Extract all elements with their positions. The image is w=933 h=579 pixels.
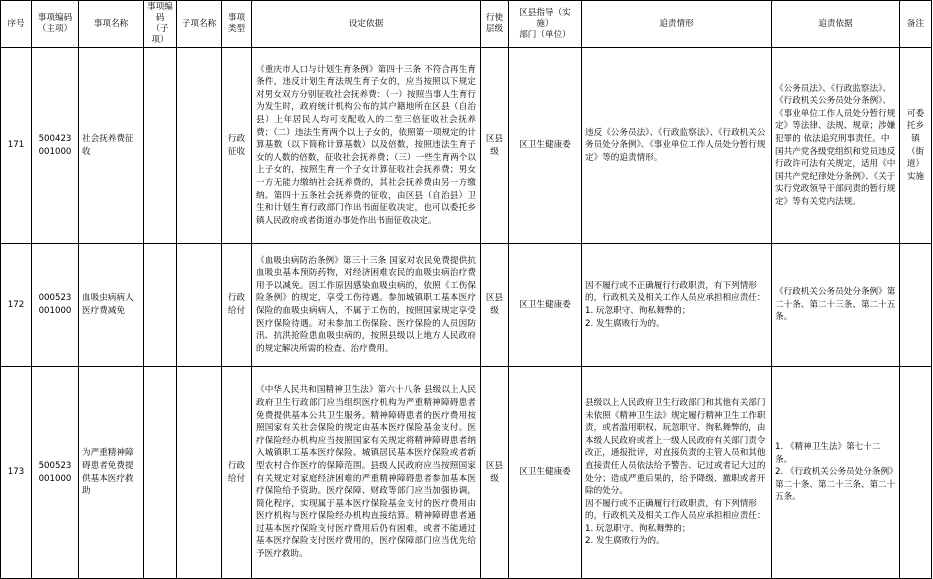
- table-row: [1, 367, 932, 579]
- row-seq: 173: [1, 367, 32, 579]
- row-sub-name: [177, 367, 222, 579]
- header-sub-name: 子项名称: [177, 1, 222, 48]
- header-code: 事项编码 （主项）: [32, 1, 79, 48]
- row-name: 社会抚养费征收: [79, 48, 144, 244]
- row-liability: 违反《公务员法》、《行政监察法》、《行政机关公务员处分条例》、《事业单位工作人员处分暂行规定》等的追责情形。: [582, 48, 772, 244]
- row-sub-code: [144, 48, 177, 244]
- row-basis: 《中华人民共和国精神卫生法》第六十八条 县级以上人民政府卫生行政部门应当组织医疗机构为严重精神障碍患者免费提供基本公共卫生服务。精神障碍患者的医疗费用按照国家有关社会保险的规定由基本医疗保险基金支付。医疗保险经办机构应当按照国家有关规定将精神障碍患者纳入城镇职工基本医疗保险、城镇居民基本医疗保险或者新型农村合作医疗的保障范围。县级人民政府应当按照国家有关规定对家庭经济困难的严重精神障碍患者参加基本医疗保险给予资助。医疗保障、财政等部门应当加强协调，简化程序，实现属于基本医疗保险基金支付的医疗费用由医疗机构与医疗保险经办机构直接结算。精神障碍患者通过基本医疗保险支付医疗费用后仍有困难，或者不能通过基本医疗保险支付医疗费用的，医疗保障部门应当优先给予医疗救助。: [252, 367, 481, 579]
- row-liability-basis: 《行政机关公务员处分条例》第二十条、第二十三条、第二十五条。: [772, 244, 900, 367]
- row-level: 区县 级: [481, 244, 509, 367]
- row-seq: 171: [1, 48, 32, 244]
- header-seq: 序号: [1, 1, 32, 48]
- row-dept: 区卫生健康委: [509, 48, 582, 244]
- header-liability-basis: 追责依据: [772, 1, 900, 48]
- row-name: 血吸虫病病人医疗费减免: [79, 244, 144, 367]
- row-sub-name: [177, 244, 222, 367]
- row-note: [900, 367, 932, 579]
- header-level: 行使 层级: [481, 1, 509, 48]
- row-dept: 区卫生健康委: [509, 367, 582, 579]
- table-row: [1, 244, 932, 367]
- header-row: [1, 1, 932, 48]
- header-note: 备注: [900, 1, 932, 48]
- row-note: [900, 244, 932, 367]
- row-liability-basis: 1. 《精神卫生法》第七十二条。 2. 《行政机关公务员处分条例》第二十条、第二十三条、第二十五条。: [772, 367, 900, 579]
- row-note: 可委托乡镇（街道）实施: [900, 48, 932, 244]
- table-row: [1, 48, 932, 244]
- header-liability: 追责情形: [582, 1, 772, 48]
- row-sub-code: [144, 367, 177, 579]
- header-sub-code: 事项编码 （子项）: [144, 1, 177, 48]
- row-basis: 《血吸虫病防治条例》第三十三条 国家对农民免费提供抗血吸虫基本预防药物，对经济困难农民的血吸虫病治疗费用予以减免。因工作原因感染血吸虫病的，依照《工伤保险条例》的规定，享受工伤待遇。参加城镇职工基本医疗保险的血吸虫病病人，不属于工伤的，按照国家规定享受医疗保险待遇。对未参加工伤保险、医疗保险的人员因防汛、抗洪抢险患血吸虫病的，按照县级以上地方人民政府的规定解决所需的检查、治疗费用。: [252, 244, 481, 367]
- row-level: 区县 级: [481, 367, 509, 579]
- row-code: 500523 001000: [32, 367, 79, 579]
- row-type: 行政 征收: [222, 48, 252, 244]
- row-liability-basis: 《公务员法》、《行政监察法》、《行政机关公务员处分条例》、《事业单位工作人员处分暂行规定》等法律、法规、规章；涉嫌犯罪的 依法追究刑事责任。中国共产党各级党组织和党员违反行政许可法有关规定，适用《中国共产党纪律处分条例》、《关于实行党政领导干部问责的暂行规定》等有关党内法规。: [772, 48, 900, 244]
- row-code: 500423 001000: [32, 48, 79, 244]
- row-name: 为严重精神障碍患者免费提供基本医疗救助: [79, 367, 144, 579]
- row-level: 区县 级: [481, 48, 509, 244]
- row-dept: 区卫生健康委: [509, 244, 582, 367]
- row-basis: 《重庆市人口与计划生育条例》第四十三条 不符合再生育条件，违反计划生育法规生育子女的，应当按照以下规定对男女双方分别征收社会抚养费：（一）按照当事人生育行为发生时，政府统计机构公布的其户籍地所在区县（自治县）上年居民人均可支配收入的二至三倍征收社会抚养费；（二）违法生育两个以上子女的，依照第一项规定的计算基数（以下简称计算基数）以及倍数，按照违法生育子女的人数的倍数，征收社会抚养费；（三）一些生育两个以上子女的，按照生育一个子女计算征收社会抚养费；男女一方无能力缴纳社会抚养费的，其社会抚养费由另一方缴纳。第四十五条社会抚养费的征收，由区县（自治县）卫生和计划生育行政部门作出书面征收决定，也可以委托乡镇人民政府或者街道办事处作出书面征收决定。: [252, 48, 481, 244]
- header-dept: 区县指导（实施） 部门（单位）: [509, 1, 582, 48]
- row-seq: 172: [1, 244, 32, 367]
- row-liability: 县级以上人民政府卫生行政部门和其他有关部门未依照《精神卫生法》规定履行精神卫生工作职责，或者滥用职权、玩忽职守、徇私舞弊的，由本级人民政府或者上一级人民政府有关部门责令改正，通报批评，对直接负责的主管人员和其他直接责任人员依法给予警告、记过或者记大过的处分；造成严重后果的，给予降级、撤职或者开除的处分。 因不履行或不正确履行行政职责，有下列情形的，行政机关及相关工作人员应承担相应责任： 1. 玩忽职守、徇私舞弊的； 2. 发生腐败行为的。: [582, 367, 772, 579]
- header-name: 事项名称: [79, 1, 144, 48]
- row-sub-name: [177, 48, 222, 244]
- row-liability: 因不履行或不正确履行行政职责，有下列情形的，行政机关及相关工作人员应承担相应责任： 1. 玩忽职守、徇私舞弊的； 2. 发生腐败行为的。: [582, 244, 772, 367]
- row-code: 000523 001000: [32, 244, 79, 367]
- header-type: 事项 类型: [222, 1, 252, 48]
- row-type: 行政 给付: [222, 244, 252, 367]
- row-type: 行政 给付: [222, 367, 252, 579]
- row-sub-code: [144, 244, 177, 367]
- header-basis: 设定依据: [252, 1, 481, 48]
